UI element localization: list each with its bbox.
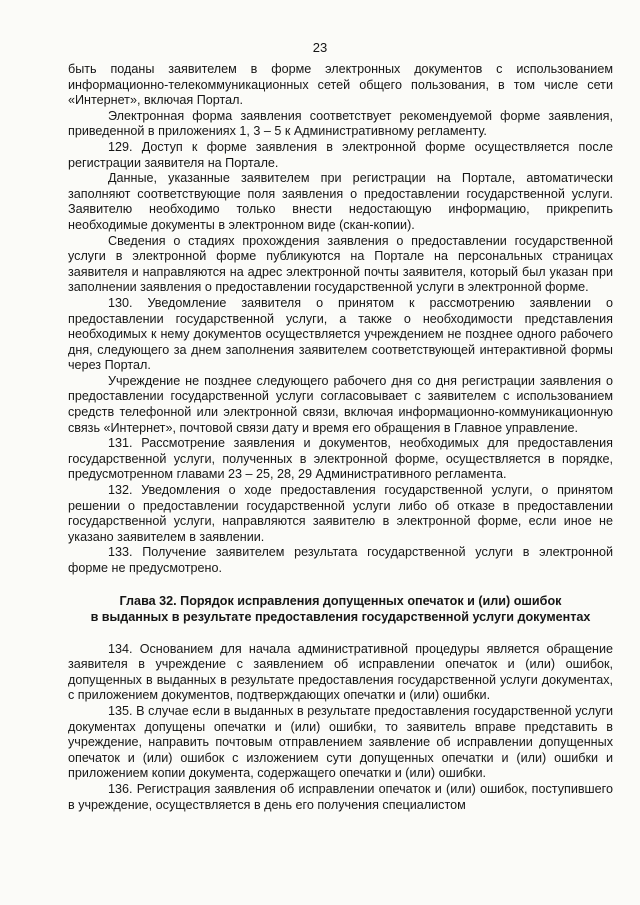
paragraph-135: 135. В случае если в выданных в результате предоставления государственной услуги документах допущены опечатки и (или) ошибки, то заявитель вправе представить в учреждение, направить почтовым отправлением заявление об исправлении допущенных опечаток и (или) ошибок с изложением сути допущенных опечатки и (или) ошибки и приложением копии документа, содержащего опечатки и (или) ошибки. — [68, 703, 613, 781]
paragraph-129: 129. Доступ к форме заявления в электронной форме осуществляется после регистрации заявителя на Портале. — [68, 139, 613, 170]
paragraph: Данные, указанные заявителем при регистрации на Портале, автоматически заполняют соответствующие поля заявления о предоставлении государственной услуги. Заявителю необходимо только внести недостающую информацию, прикрепить необходимые документы в электронном виде (скан-копии). — [68, 171, 613, 232]
paragraph-132: 132. Уведомления о ходе предоставления государственной услуги, о принятом решении о предоставлении государственной услуги либо об отказе в предоставлении государственной услуги, направляются заявителю в электронной форме, если иное не указано заявителем в заявлении. — [68, 483, 613, 544]
chapter-heading-line-2: в выданных в результате предоставления государственной услуги документах — [90, 609, 591, 624]
paragraph: Электронная форма заявления соответствует рекомендуемой форме заявления, приведенной в приложениях 1, 3 – 5 к Административному регламенту. — [68, 108, 613, 139]
paragraph: Сведения о стадиях прохождения заявления о предоставлении государственной услуги в электронной форме публикуются на Портале на персональных страницах заявителя и направляются на адрес электронной почты заявителя, который был указан при заполнении заявления о предоставлении государственной услуги в электронной форме. — [68, 233, 613, 295]
paragraph-133: 133. Получение заявителем результата государственной услуги в электронной форме не предусмотрено. — [68, 545, 613, 575]
page-number: 23 — [312, 40, 328, 55]
paragraph-134: 134. Основанием для начала административной процедуры является обращение заявителя в учреждение с заявлением об исправлении опечаток и (или) ошибок, допущенных в выданных в результате предоставления государственной услуги документах, с приложением документов, подтверждающих опечатки и (или) ошибки. — [68, 641, 613, 703]
paragraph-131: 131. Рассмотрение заявления и документов, необходимых для предоставления государственной услуги, полученных в электронной форме, осуществляется в порядке, предусмотренном главами 23 – 25, 28, 29 Административного регламента. — [68, 436, 613, 482]
chapter-heading — [68, 593, 613, 625]
paragraph: Учреждение не позднее следующего рабочего дня со дня регистрации заявления о предоставлении государственной услуги согласовывает с заявителем с использованием средств телефонной или электронной связи, включая информационно-коммуникационную связь «Интернет», почтовой связи дату и время его обращения в Главное управление. — [68, 373, 613, 435]
paragraph-continuation: быть поданы заявителем в форме электронных документов с использованием информационно-телекоммуникационных сетей общего пользования, в том числе сети «Интернет», включая Портал. — [68, 62, 613, 108]
chapter-heading-line-1: Глава 32. Порядок исправления допущенных опечаток и (или) ошибок — [119, 593, 562, 608]
paragraph-130: 130. Уведомление заявителя о принятом к рассмотрению заявлении о предоставлении государственной услуги, а также о необходимости представления необходимых к нему документов осуществляется учреждением не позднее одного рабочего дня, следующего за днем заполнения заявителем соответствующей интерактивной формы через Портал. — [68, 295, 613, 373]
document-body — [68, 62, 613, 813]
paragraph-136: 136. Регистрация заявления об исправлении опечаток и (или) ошибок, поступившего в учреждение, осуществляется в день его получения специалистом — [68, 781, 613, 812]
